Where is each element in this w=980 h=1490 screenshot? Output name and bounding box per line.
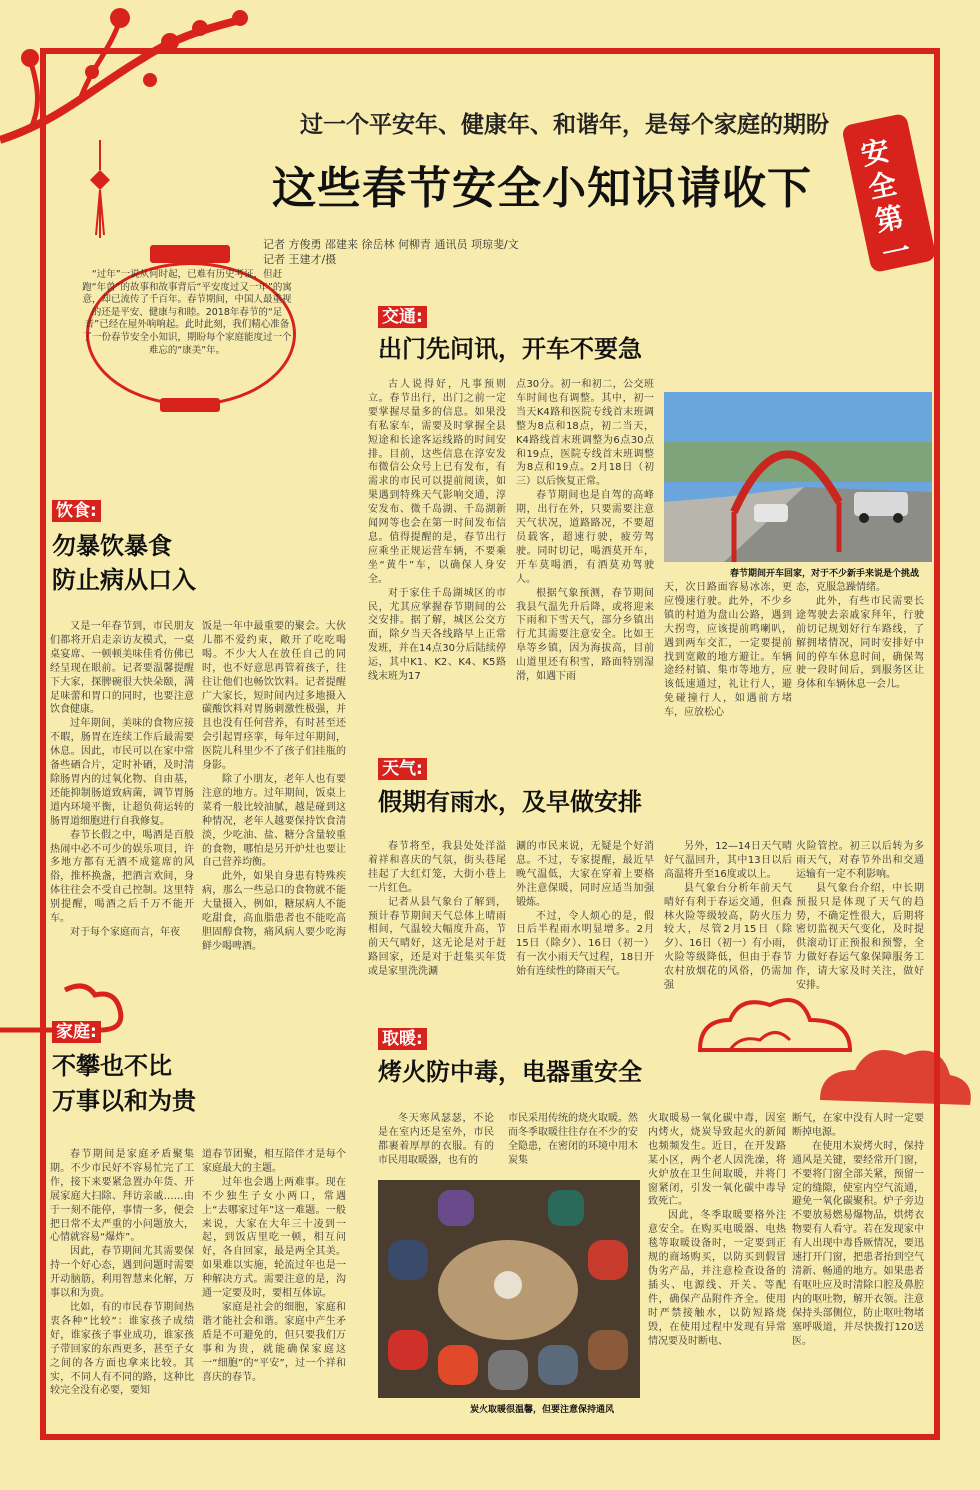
diet-paragraph: 对于每个家庭而言，年夜 (70, 926, 180, 938)
weather-tag: 天气: (378, 758, 427, 780)
heating-paragraph: 冬天寒风瑟瑟，不论是在室内还是室外，市民都裹着厚厚的衣服。有的市民用取暖器，也有的 (378, 1113, 494, 1166)
heating-paragraph: 断气，在家中没有人时一定要断掉电源。 (792, 1113, 924, 1138)
intro-paragraph: “过年”一说从何时起，已难有历史考证，但赶跑“年兽”的故事和故事背后“平安度过又一年”的寓意，却已流传了千百年。春节期间，中国人最重视的还是平安、健康与和睦。2018年春节的“足音”已经在屋外响响起。此时此刻，我们精心准备了一份春节安全小知识，期盼每个家庭能度过一个难忘的“康美”年。 (82, 269, 292, 356)
diet-paragraph: 又是一年春节到，市民朋友们都将开启走亲访友模式，一桌桌宴席、一顿顿美味佳肴仿佛已经呈现在眼前。记者要温馨提醒下大家，探脾碗很大快朵颐，满足味蕾和胃口的同时，也要注意饮食健康。 (50, 621, 194, 716)
diet-paragraph: 此外，如果自身患有特殊疾病，那么一些忌口的食物就不能大量摄入，例如，糖尿病人不能吃甜食，高血脂患者也不能吃高胆固醇食物，痛风病人要少吃海鲜少喝啤酒。 (202, 871, 346, 952)
traffic-column-1 (368, 378, 506, 723)
diet-title-line-2: 防止病从口入 (52, 566, 196, 594)
diet-paragraph: 过年期间，美味的食物应接不暇，肠胃在连续工作后最需要休息。因此，市民可以在家中常备些硒合片，定时补硒，及时清除肠胃内的过氧化物、自由基，还能抑制肠道致病菌，调节胃肠道内环境平衡，让超负荷运转的肠胃道细胞进行自我修复。 (50, 718, 194, 827)
family-title-line-2: 万事以和为贵 (52, 1087, 196, 1115)
frame-bottom-border (40, 1434, 940, 1440)
diet-paragraph: 春节长假之中，喝酒是百般热闹中必不可少的娱乐项目，许多地方都有无酒不成筵席的风俗，推杯换盏，把酒言欢间，身体往往会不受自己控制。这里特别提醒，喝酒之后千万不能开车。 (50, 829, 194, 925)
weather-paragraph: 火险管控。初三以后转为多雨天气，对春节外出和交通运输有一定不利影响。 (796, 841, 924, 880)
heating-paragraph: 市民采用传统的烧火取暖。然而冬季取暖往往存在不少的安全隐患，在密闭的环境中用木炭集 (508, 1113, 638, 1166)
weather-column-2 (516, 840, 654, 998)
diet-tag: 饮食: (52, 500, 101, 522)
heating-tag: 取暖: (378, 1028, 427, 1050)
byline-photographer: 记者 王建才/摄 (263, 253, 337, 266)
weather-column-1 (368, 840, 506, 998)
byline-writers: 记者 方俊勇 邵建来 徐岳林 何柳青 通讯员 项琼斐/文 (263, 238, 519, 251)
cloud-ornament-icon (800, 1030, 980, 1120)
traffic-paragraph: 对于家住千岛湖城区的市民，尤其应掌握春节期间的公交安排。据了解，城区公交方面，除夕当天各线路早上正常发班，并在14点30分后陆续停运，其中K1、K2、K4、K5路线末班为17 (368, 587, 506, 683)
weather-paragraph: 另外，12—14日天气晴好气温回升，其中13日以后高温将升至16度或以上。 (664, 841, 792, 880)
frame-left-border (40, 48, 46, 1440)
heating-paragraph: 因此，冬季取暖要格外注意安全。在购买电暖器、电热毯等取暖设备时，一定要到正规的商场购买，以防买到假冒伪劣产品，并注意检查设备的插头、电源线、开关、等配件，确保产品附件齐全。使用时严禁接触水，以防短路烧毁，在使用过程中发现有异常情况要及时断电、 (648, 1210, 786, 1347)
diet-paragraph: 饭是一年中最重要的聚会。大伙儿都不爱约束，敞开了吃吃喝喝。不少大人在放任自己的同时，也不好意思再管着孩子，往往让他们也畅饮饮料。记者提醒广大家长，短时间内过多地摄入碳酸饮料对胃肠刺激性极强，并且也没有任何营养，有时甚至还会引起胃痉挛，每年过年期间，医院儿科里少不了孩子们挂瓶的身影。 (202, 621, 346, 772)
heating-title: 烤火防中毒，电器重安全 (378, 1058, 642, 1086)
weather-column-4 (796, 840, 924, 998)
family-title-line-1: 不攀也不比 (52, 1052, 172, 1080)
traffic-paragraph: 古人说得好，凡事预则立。春节出行，出门之前一定要掌握尽量多的信息。如果没有私家车，需要及时掌握全县短途和长途客运线路的时间安排。目前，这些信息在淳安发布微信公众号上已有发布，有需求的市民可以提前阅读，如果遇到特殊天气影响交通，淳安发布、微千岛湖、千岛湖新闻网等也会在第一时间发布信息。值得提醒的是，春节出行应乘坐正规运营车辆，不要乘坐“黄牛”车，以确保人身安全。 (368, 379, 506, 585)
family-paragraph: 过年也会遇上两难事。现在不少独生子女小两口，常遇上“去哪家过年”这一难题。一般来说，大家在大年三十凌到一起，到饭店里吃一顿，相互问好，各自回家，最是两全其美。如果难以实施，轮流过年也是一种解决方式。需要注意的是，沟通一定要及时，要相互体谅。 (202, 1176, 346, 1300)
safety-badge-text: 安全第一 (858, 133, 914, 272)
family-paragraph: 道春节团聚，相互陪伴才是每个家庭最大的主题。 (202, 1149, 346, 1174)
fire-photo-caption: 炭火取暖很温馨，但要注意保持通风 (470, 1405, 615, 1415)
heating-column-3 (648, 1112, 786, 1432)
traffic-paragraph: 态，克服急躁情绪。 (796, 582, 886, 593)
heating-column-1 (378, 1112, 494, 1172)
family-paragraph: 春节期间是家庭矛盾聚集期。不少市民好不容易忙完了工作，接下来要紧急置办年货、开展家庭大扫除、拜访亲戚……由于一刻不能停，事情一多，便会把日常不太严重的小问题放大，心情就容易“爆炸”。 (50, 1149, 194, 1244)
weather-paragraph: 县气象台分析年前天气晴好有利于春运交通，但森林火险等级较高，防火压力较大，尽管2月15日（除夕）、16日（初一）有小雨，火险等级降低，但由于春节农村放烟花的风俗，仍需加强 (664, 882, 792, 992)
traffic-paragraph: 春节期间也是自驾的高峰期，出行在外，只要需要注意天气状况，道路路况，不要超员载客，超速行驶，疲劳驾驶。同时切记，喝酒莫开车，开车莫喝酒，有酒莫劝驾驶人。 (516, 490, 654, 585)
heating-paragraph: 在使用木炭烤火时，保持通风是关键，要经常开门窗，不要将门窗全部关紧，预留一定的缝隙，使室内空气流通，避免一氧化碳聚积。炉子旁边不要放易燃易爆物品，烘烤衣物要有人看守。若在发现家中有人出现中毒昏厥情况，要迅速打开门窗，把患者抬到空气清新、畅通的地方。如果患者有呕吐应及时清除口腔及鼻腔内的呕吐物，解开衣领。注意保持头部侧位，防止呕吐物堵塞呼吸道，并尽快拨打120送医。 (792, 1140, 924, 1347)
family-paragraph: 比如，有的市民春节期间热衷各种“比较”：谁家孩子成绩好，谁家孩子事业成功，谁家孩子带回家的东西更多，甚至子女之间的各方面也拿来比较。其实，不同人有不同的路，这种比较完全没有必要，要知 (50, 1301, 194, 1397)
weather-paragraph: 涮的市民来说，无疑是个好消息。不过，专家提醒，最近早晚气温低，大家在穿着上要格外注意保暖，同时应适当加强锻炼。 (516, 841, 654, 908)
traffic-column-3 (664, 581, 792, 721)
diet-title-line-1: 勿暴饮暴食 (52, 532, 172, 560)
heating-column-2 (508, 1112, 638, 1172)
lantern-base (160, 398, 220, 412)
family-column-1 (50, 1148, 194, 1433)
weather-paragraph: 记者从县气象台了解到，预计春节期间天气总体上晴雨相间，气温较大幅度升高，节前天气晴好，这无论是对于赶路回家，还是对于赶集买年货或是家里洗洗涮 (368, 896, 506, 978)
traffic-column-4 (796, 581, 924, 721)
heating-column-4 (792, 1112, 924, 1432)
traffic-paragraph: 此外，有些市民需要长途驾驶去亲戚家拜年，行驶前切记规划好行车路线，了解拥堵情况，同时安排好中间的停车休息时间，确保驾驶一段时间后，到服务区让身体和车辆休息一会儿。 (796, 595, 924, 691)
frame-right-border (934, 48, 940, 1440)
family-paragraph: 因此，春节期间尤其需要保持一个好心态，遇到问题时需要开动脑筋，利用智慧来化解，万事以和为贵。 (50, 1246, 194, 1300)
traffic-paragraph: 天，次日路面容易冰冻，更应慢速行驶。此外，不少乡镇的村道为盘山公路，遇到大拐弯，应该提前鸣喇叭，遇到两车交汇，一定要提前找到宽敞的地方避让。车辆途经村镇、集市等地方，应该低速通过，礼让行人，避免碰撞行人，如遇前方堵车，应放松心 (664, 582, 792, 719)
intro-text (82, 269, 292, 357)
family-tag: 家庭: (52, 1021, 101, 1043)
weather-column-3 (664, 840, 792, 998)
plum-blossom-icon (0, 0, 300, 240)
diet-paragraph: 除了小朋友，老年人也有要注意的地方。过年期间，饭桌上菜肴一般比较油腻，越是碰到这种情况，老年人越要保持饮食清淡，少吃油、盐、糖分含量较重的食物，哪怕是另开炉灶也要让自己营养均衡。 (202, 773, 346, 869)
traffic-title: 出门先问讯，开车不要急 (378, 335, 642, 363)
heating-paragraph: 火取暖易一氧化碳中毒，因室内烤火，烧炭导致起火的新闻也频频发生。近日，在开发路某小区，两个老人因洗澡，将火炉放在卫生间取暖，并将门窗紧闭，引发一氧化碳中毒导致死亡。 (648, 1113, 786, 1208)
diet-column-1 (50, 620, 194, 965)
weather-paragraph: 不过，令人烦心的是，假日后半程雨水明显增多。2月15日（除夕）、16日（初一）有一次小雨天气过程，18日开始有连续性的降雨天气。 (516, 910, 654, 978)
diet-column-2 (202, 620, 346, 965)
traffic-column-2 (516, 378, 654, 723)
family-paragraph: 家庭是社会的细胞，家庭和谐才能社会和谐。家庭中产生矛盾是不可避免的，但只要我们万事和为贵，就能确保家庭这一“细胞”的“平安”，过一个祥和喜庆的春节。 (202, 1301, 346, 1383)
family-column-2 (202, 1148, 346, 1433)
lantern-cap (150, 245, 230, 263)
traffic-tag: 交通: (378, 306, 427, 328)
deck-headline: 过一个平安年、健康年、和谐年，是每个家庭的期盼 (300, 112, 829, 138)
traffic-paragraph: 根据气象预测，春节期间我县气温先升后降，或将迎来下雨和下雪天气，部分乡镇出行尤其需要注意安全。比如王阜等乡镇，因为海拔高，目前山道里还有积雪，路面特别湿滑，如遇下雨 (516, 587, 654, 683)
weather-paragraph: 县气象台介绍，中长期预报只是体现了天气的趋势，不确定性很大，后期将密切监视天气变化，及时提供滚动订正预报和预警，全力做好春运气象保障服务工作，请大家及时关注，做好安排。 (796, 882, 924, 992)
page-title: 这些春节安全小知识请收下 (272, 163, 812, 214)
weather-title: 假期有雨水，及早做安排 (378, 788, 642, 816)
traffic-paragraph: 点30分。初一和初二，公交班车时间也有调整。其中，初一当天K4路和医院专线首末班调整为8点和18点，初二当天，K4路线首末班调整为6点30点和19点，医院专线首末班调整为8点和19点。2月18日（初三）以后恢复正常。 (516, 379, 654, 488)
charcoal-fire-photo (378, 1180, 640, 1398)
bridge-photo (664, 392, 932, 562)
weather-paragraph: 春节将至，我县处处洋溢着祥和喜庆的气氛，街头巷尾挂起了大红灯笼，大街小巷上一片红色。 (368, 841, 506, 894)
bridge-photo-caption: 春节期间开车回家，对于不少新手来说是个挑战 (730, 569, 920, 579)
